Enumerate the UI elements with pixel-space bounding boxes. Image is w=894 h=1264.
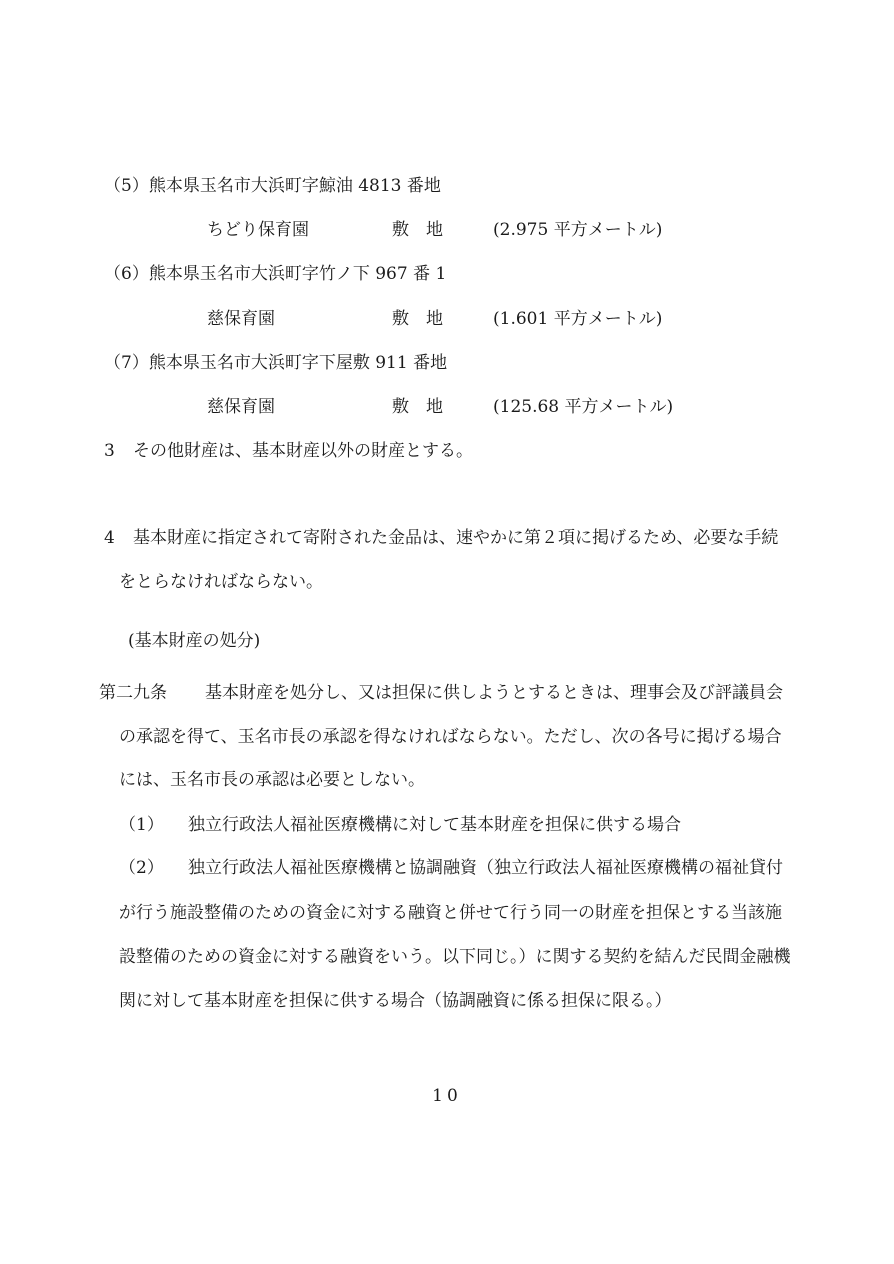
- property-5-number: （5）: [104, 176, 149, 196]
- property-7-number: （7）: [104, 353, 149, 373]
- page-number: 10: [432, 1086, 462, 1106]
- property-5-address: 熊本県玉名市大浜町字鯨油 4813 番地: [148, 176, 441, 196]
- property-7-facility: 慈保育園: [207, 397, 275, 417]
- property-5-facility: ちどり保育園: [207, 220, 309, 240]
- property-7-kind: 敷 地: [392, 397, 443, 417]
- article-29-line-1: 基本財産を処分し、又は担保に供しようとするときは、理事会及び評議員会: [205, 683, 783, 703]
- property-5-area: (2.975 平方メートル): [493, 220, 663, 240]
- article-29-caption: (基本財産の処分): [128, 631, 261, 651]
- article-29-line-3: には、玉名市長の承認は必要としない。: [119, 770, 425, 790]
- article-29-item-1-line-1: 独立行政法人福祉医療機構に対して基本財産を担保に供する場合: [188, 815, 681, 835]
- article-29-line-2: の承認を得て、玉名市長の承認を得なければならない。ただし、次の各号に掲げる場合: [119, 727, 782, 747]
- property-7-area: (125.68 平方メートル): [493, 397, 674, 417]
- property-6-address: 熊本県玉名市大浜町字竹ノ下 967 番 1: [148, 264, 447, 284]
- clause-4-number: 4: [104, 528, 115, 548]
- article-29-label: 第二九条: [99, 683, 167, 703]
- clause-4-line-2: をとらなければならない。: [119, 572, 323, 592]
- property-6-area: (1.601 平方メートル): [493, 309, 663, 329]
- property-5-kind: 敷 地: [392, 220, 443, 240]
- article-29-item-2-line-2: が行う施設整備のための資金に対する融資と併せて行う同一の財産を担保とする当該施: [119, 903, 782, 923]
- property-6-facility: 慈保育園: [207, 309, 275, 329]
- article-29-item-2-number: （2）: [119, 858, 164, 878]
- article-29-item-2-line-3: 設整備のための資金に対する融資をいう。以下同じ。）に関する契約を結んだ民間金融機: [119, 947, 791, 967]
- clause-3-number: 3: [104, 441, 115, 461]
- property-6-number: （6）: [104, 264, 149, 284]
- property-7-address: 熊本県玉名市大浜町字下屋敷 911 番地: [148, 353, 448, 373]
- article-29-item-2-line-1: 独立行政法人福祉医療機構と協調融資（独立行政法人福祉医療機構の福祉貸付: [188, 858, 783, 878]
- clause-4-line-1: 基本財産に指定されて寄附された金品は、速やかに第２項に掲げるため、必要な手続: [133, 528, 779, 548]
- property-7-heading: [104, 355, 447, 372]
- article-29-item-2-line-4: 関に対して基本財産を担保に供する場合（協調融資に係る担保に限る。）: [119, 991, 672, 1011]
- article-29-item-1-number: （1）: [119, 815, 164, 835]
- clause-3-text: その他財産は、基本財産以外の財産とする。: [133, 441, 473, 461]
- property-5-heading: [104, 178, 441, 195]
- property-6-heading: [104, 266, 446, 283]
- property-6-kind: 敷 地: [392, 309, 443, 329]
